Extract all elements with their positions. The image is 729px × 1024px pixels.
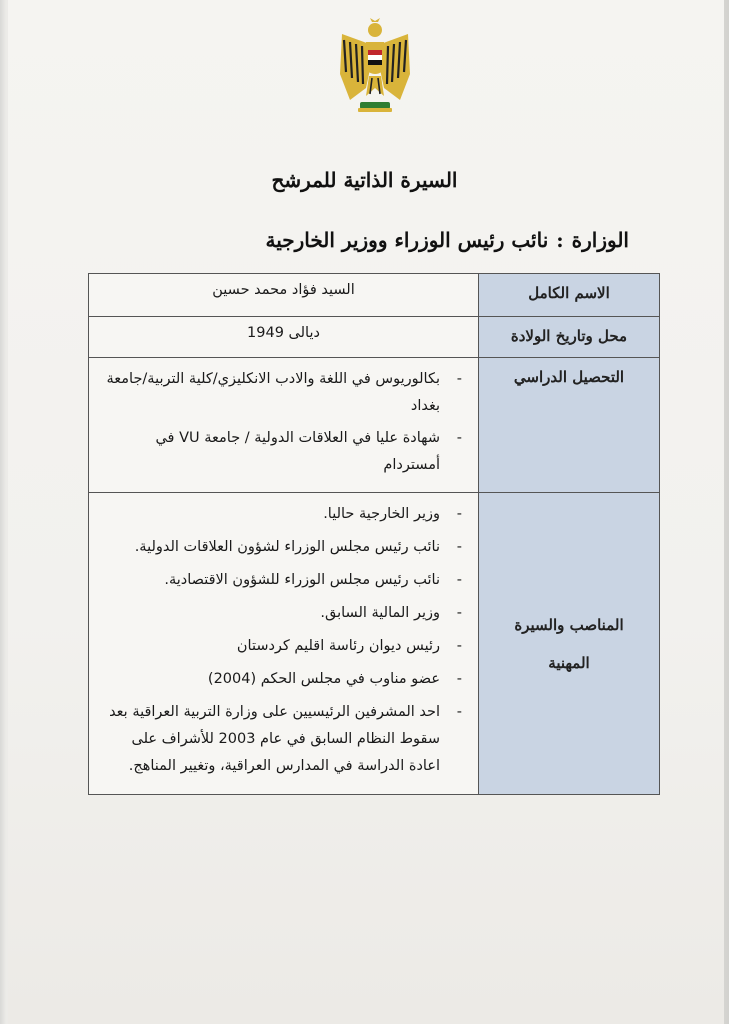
list-item: - عضو مناوب في مجلس الحكم (2004) — [99, 666, 466, 693]
list-item: - وزير المالية السابق. — [99, 600, 466, 627]
ministry-value: نائب رئيس الوزراء ووزير الخارجية — [265, 228, 549, 252]
ministry-separator: : — [556, 228, 564, 252]
full-name-label: الاسم الكامل — [479, 274, 660, 317]
list-item: - نائب رئيس مجلس الوزراء للشؤون الاقتصادية. — [99, 567, 466, 594]
list-item: - وزير الخارجية حاليا. — [99, 501, 466, 528]
iraq-eagle-emblem-icon — [336, 16, 414, 116]
cv-table — [88, 273, 660, 795]
list-item: - رئيس ديوان رئاسة اقليم كردستان — [99, 633, 466, 660]
full-name-value: السيد فؤاد محمد حسين — [89, 274, 479, 317]
career-label — [479, 493, 660, 795]
birth-label: محل وتاريخ الولادة — [479, 317, 660, 358]
ministry-label: الوزارة — [571, 228, 629, 252]
education-label: التحصيل الدراسي — [479, 358, 660, 493]
career-list — [99, 501, 466, 780]
table-row-full-name — [89, 274, 660, 317]
list-item: - شهادة عليا في العلاقات الدولية / جامعة VU في أمستردام — [99, 425, 466, 479]
list-item: - احد المشرفين الرئيسيين على وزارة التربية العراقية بعد سقوط النظام السابق في عام 2003 للأشراف على اعادة الدراسة في المدارس العراقية، وتغيير المناهج. — [99, 699, 466, 780]
table-row-birth — [89, 317, 660, 358]
career-label-line2: المهنية — [548, 653, 590, 672]
table-row-education — [89, 358, 660, 493]
ministry-line — [266, 228, 629, 252]
table-row-career — [89, 493, 660, 795]
education-value — [89, 358, 479, 493]
education-list — [99, 366, 466, 479]
document-title: السيرة الذاتية للمرشح — [271, 168, 458, 192]
birth-value: ديالى 1949 — [89, 317, 479, 358]
career-value — [89, 493, 479, 795]
career-label-line1: المناصب والسيرة — [514, 615, 624, 634]
list-item: - نائب رئيس مجلس الوزراء لشؤون العلاقات الدولية. — [99, 534, 466, 561]
list-item: - بكالوريوس في اللغة والادب الانكليزي/كلية التربية/جامعة بغداد — [99, 366, 466, 420]
